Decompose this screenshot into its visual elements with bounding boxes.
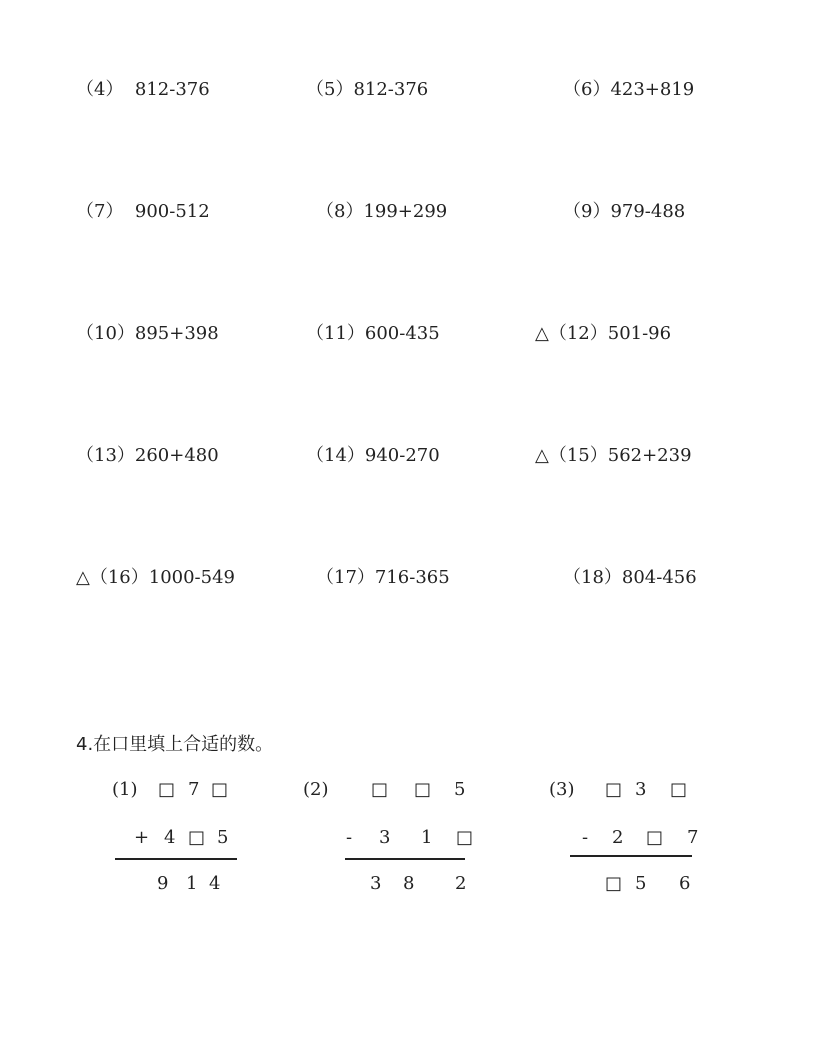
problem-11: （11）600-435: [306, 323, 440, 344]
digit: 4: [209, 873, 221, 894]
digit-box[interactable]: □: [605, 779, 623, 800]
digit: 9: [157, 873, 169, 894]
problem-17: （17）716-365: [316, 567, 450, 588]
problem-14: （14）940-270: [306, 445, 440, 466]
digit: 1: [186, 873, 198, 894]
problem-label: (1): [112, 779, 138, 800]
digit: 7: [687, 827, 699, 848]
digit: 4: [164, 827, 176, 848]
digit: 7: [188, 779, 200, 800]
problem-13: （13）260+480: [76, 445, 219, 466]
problem-18: （18）804-456: [563, 567, 697, 588]
digit-box[interactable]: □: [670, 779, 688, 800]
digit-box[interactable]: □: [371, 779, 389, 800]
problem-10: （10）895+398: [76, 323, 219, 344]
problem-6: （6）423+819: [563, 79, 695, 100]
operator: -: [582, 827, 589, 848]
digit: 6: [679, 873, 691, 894]
operator: +: [134, 827, 150, 848]
section-4-heading: 4.在口里填上合适的数。: [76, 734, 274, 755]
digit-box[interactable]: □: [211, 779, 229, 800]
problem-5: （5）812-376: [306, 79, 429, 100]
sum-line: [570, 855, 692, 857]
digit: 5: [454, 779, 466, 800]
digit-box[interactable]: □: [605, 873, 623, 894]
problem-label: (2): [303, 779, 329, 800]
digit-box[interactable]: □: [158, 779, 176, 800]
problem-8: （8）199+299: [316, 201, 448, 222]
problem-7: （7） 900-512: [76, 201, 210, 222]
problem-12: △（12）501-96: [535, 323, 672, 344]
digit: 8: [403, 873, 415, 894]
digit-box[interactable]: □: [414, 779, 432, 800]
problem-4: （4） 812-376: [76, 79, 210, 100]
problem-label: (3): [549, 779, 575, 800]
digit: 2: [455, 873, 467, 894]
digit-box[interactable]: □: [188, 827, 206, 848]
digit: 5: [635, 873, 647, 894]
digit: 3: [635, 779, 647, 800]
digit: 1: [421, 827, 433, 848]
sum-line: [345, 858, 465, 860]
digit-box[interactable]: □: [646, 827, 664, 848]
problem-15: △（15）562+239: [535, 445, 692, 466]
sum-line: [115, 858, 237, 860]
digit: 3: [370, 873, 382, 894]
problem-16: △（16）1000-549: [76, 567, 235, 588]
digit: 2: [612, 827, 624, 848]
digit: 3: [379, 827, 391, 848]
digit: 5: [217, 827, 229, 848]
operator: -: [346, 827, 353, 848]
digit-box[interactable]: □: [456, 827, 474, 848]
problem-9: （9）979-488: [563, 201, 686, 222]
